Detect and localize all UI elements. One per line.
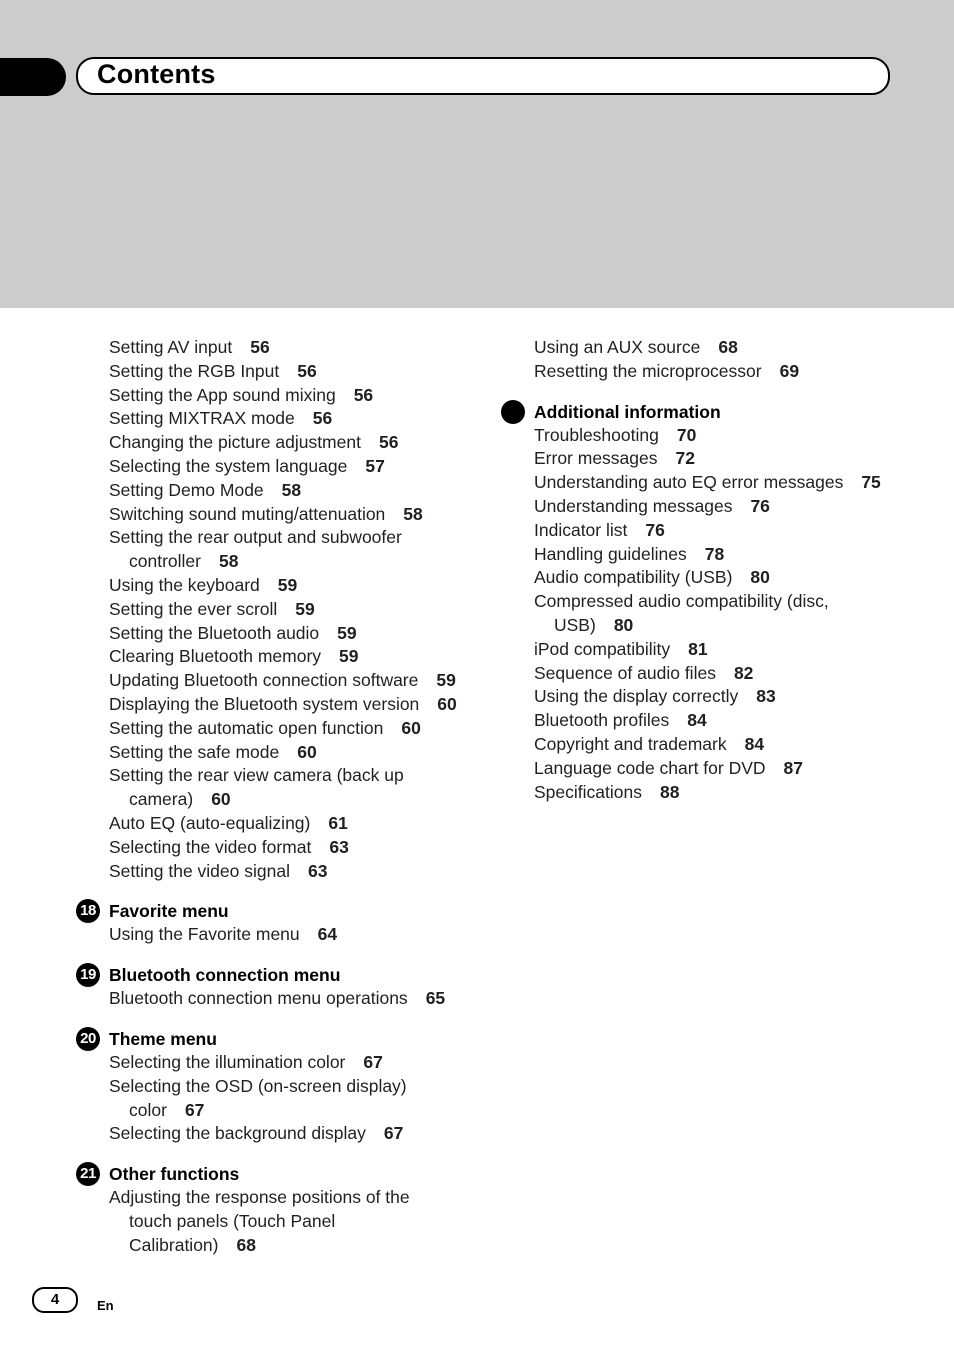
toc-entry[interactable] — [109, 741, 489, 765]
toc-entry[interactable] — [109, 598, 489, 622]
toc-entry-continuation-text: touch panels (Touch Panel — [129, 1210, 336, 1231]
toc-entry-text: Changing the picture adjustment — [109, 432, 361, 453]
toc-entry-continuation-text: USB) — [554, 614, 596, 635]
toc-entry-text: Selecting the background display — [109, 1123, 366, 1144]
toc-page-number: 68 — [718, 337, 738, 357]
toc-entry[interactable] — [534, 662, 914, 686]
toc-entry[interactable] — [109, 860, 489, 884]
right-intro-list — [534, 336, 914, 384]
toc-page-number: 61 — [328, 812, 348, 833]
toc-entry-continuation-text: controller — [129, 551, 201, 572]
toc-entry-text: Setting the video signal — [109, 860, 290, 881]
toc-entry[interactable] — [109, 503, 489, 527]
toc-entry-text: Setting the safe mode — [109, 741, 280, 762]
section-heading[interactable]: Favorite menu — [109, 901, 229, 922]
toc-page-number: 87 — [783, 757, 804, 778]
toc-page-number: 57 — [365, 455, 385, 476]
toc-entry[interactable] — [109, 431, 489, 455]
toc-section — [80, 1162, 489, 1257]
toc-entry-text: Bluetooth connection menu operations — [109, 988, 408, 1009]
toc-page-number: 78 — [704, 543, 725, 564]
toc-entry-text: Setting AV input — [109, 337, 233, 357]
toc-entry-text: Displaying the Bluetooth system version — [109, 693, 420, 714]
toc-entry-text: Audio compatibility (USB) — [534, 567, 733, 588]
toc-entry-text: Adjusting the response positions of the — [109, 1187, 410, 1208]
chapter-number-badge: 20 — [76, 1027, 100, 1051]
toc-entry-text: Copyright and trademark — [534, 733, 727, 754]
section-heading[interactable]: Bluetooth connection menu — [109, 965, 341, 986]
toc-entry-text: Setting the automatic open function — [109, 717, 384, 738]
toc-section — [80, 899, 489, 947]
toc-entry-text: Selecting the video format — [109, 836, 312, 857]
toc-page-number: 59 — [337, 622, 357, 643]
toc-section — [80, 963, 489, 1011]
toc-entry-continuation-text: camera) — [129, 789, 194, 810]
chapter-number-badge — [501, 400, 525, 424]
section-heading[interactable]: Theme menu — [109, 1028, 217, 1049]
toc-entry-continuation — [109, 1099, 489, 1123]
toc-page-number: 59 — [436, 670, 456, 691]
toc-entry[interactable] — [109, 693, 489, 717]
toc-entry-text: Troubleshooting — [534, 424, 659, 445]
toc-page-number: 70 — [676, 424, 697, 445]
toc-page-number: 81 — [688, 638, 708, 659]
toc-page-number: 56 — [378, 432, 399, 453]
toc-page-number: 63 — [307, 860, 328, 881]
toc-entry[interactable] — [109, 574, 489, 598]
toc-entry-text: Updating Bluetooth connection software — [109, 670, 419, 691]
toc-entry-text: Clearing Bluetooth memory — [109, 646, 322, 667]
language-label: En — [97, 1298, 114, 1313]
toc-page-number: 60 — [401, 717, 421, 738]
toc-entry-continuation-text: Calibration) — [129, 1234, 219, 1255]
toc-page-number: 58 — [281, 479, 302, 500]
toc-page-number: 60 — [437, 693, 457, 714]
toc-entry[interactable] — [534, 336, 914, 360]
toc-page-number: 58 — [403, 503, 423, 524]
toc-page-number: 83 — [756, 686, 776, 707]
toc-entry[interactable] — [109, 812, 489, 836]
toc-entry-text: iPod compatibility — [534, 638, 671, 659]
toc-entry-text: Error messages — [534, 448, 658, 469]
toc-entry-text: Setting the rear output and subwoofer — [109, 527, 402, 548]
chapter-tab — [0, 58, 66, 96]
toc-entry-text: Selecting the OSD (on-screen display) — [109, 1075, 407, 1096]
toc-entry-text: Indicator list — [534, 519, 628, 540]
toc-section — [80, 1027, 489, 1146]
toc-entry[interactable] — [109, 407, 489, 431]
toc-page-number: 88 — [659, 781, 680, 802]
toc-entry-continuation-text: color — [129, 1099, 167, 1120]
toc-entry[interactable] — [109, 923, 489, 947]
toc-page-number: 64 — [317, 924, 338, 945]
toc-entry[interactable] — [109, 1186, 489, 1257]
toc-page-number: 60 — [297, 741, 317, 762]
toc-entry-text: Using the keyboard — [109, 574, 260, 595]
toc-page-number: 80 — [750, 567, 770, 588]
toc-entry[interactable] — [109, 336, 489, 360]
toc-entry[interactable] — [534, 709, 914, 733]
toc-entry-text: Understanding auto EQ error messages — [534, 472, 844, 493]
toc-entry[interactable] — [534, 495, 914, 519]
page-title: Contents — [97, 59, 216, 89]
toc-entry-text: Auto EQ (auto-equalizing) — [109, 812, 311, 833]
toc-entry-text: Language code chart for DVD — [534, 757, 766, 778]
toc-entry-text: Setting the Bluetooth audio — [109, 622, 320, 643]
toc-entry-text: Setting Demo Mode — [109, 479, 264, 500]
toc-entry[interactable] — [109, 717, 489, 741]
chapter-number-badge: 18 — [76, 899, 100, 923]
toc-entry-continuation — [534, 614, 914, 638]
toc-entry-text: Compressed audio compatibility (disc, — [534, 591, 829, 612]
toc-entry-text: Sequence of audio files — [534, 662, 716, 683]
header-band — [0, 0, 954, 308]
right-sections — [534, 400, 914, 805]
toc-entry[interactable] — [109, 764, 489, 812]
toc-entry-text: Setting the ever scroll — [109, 598, 278, 619]
toc-page-number: 76 — [750, 495, 770, 516]
toc-page-number: 67 — [363, 1051, 383, 1072]
toc-entry-continuation — [109, 550, 489, 574]
toc-page-number: 72 — [675, 448, 695, 469]
toc-entry-text: Setting the rear view camera (back up — [109, 765, 404, 786]
toc-page-number: 56 — [353, 384, 374, 405]
toc-entry[interactable] — [534, 757, 914, 781]
toc-page-number: 76 — [645, 519, 665, 540]
toc-section — [534, 400, 914, 805]
toc-page-number: 63 — [329, 836, 349, 857]
toc-entry[interactable] — [534, 447, 914, 471]
toc-entry[interactable] — [109, 987, 489, 1011]
toc-page-number: 67 — [383, 1123, 404, 1144]
toc-page-number: 56 — [312, 408, 333, 429]
toc-page-number: 56 — [250, 337, 270, 357]
toc-entry-text: Selecting the illumination color — [109, 1051, 346, 1072]
toc-entry[interactable] — [534, 590, 914, 638]
toc-page-number: 75 — [861, 472, 881, 493]
toc-entry[interactable] — [534, 566, 914, 590]
toc-entry-text: Understanding messages — [534, 495, 733, 516]
toc-entry-text: Setting MIXTRAX mode — [109, 408, 295, 429]
toc-entry[interactable] — [534, 471, 914, 495]
toc-page-number: 69 — [779, 360, 800, 381]
toc-page-number: 84 — [687, 710, 707, 731]
section-heading[interactable]: Other functions — [109, 1164, 240, 1185]
toc-entry[interactable] — [109, 455, 489, 479]
toc-entry-text: Switching sound muting/attenuation — [109, 503, 386, 524]
toc-entry-text: Using the Favorite menu — [109, 924, 300, 945]
toc-entry-text: Handling guidelines — [534, 543, 687, 564]
page-number: 4 — [32, 1287, 78, 1313]
chapter-number-badge: 21 — [76, 1162, 100, 1186]
toc-entry-continuation — [109, 1234, 489, 1258]
toc-entry-continuation — [109, 1210, 489, 1234]
toc-entry[interactable] — [534, 543, 914, 567]
toc-entry-text: Using the display correctly — [534, 686, 739, 707]
left-sections — [80, 899, 489, 1257]
section-heading[interactable]: Additional information — [534, 401, 721, 422]
toc-page-number: 56 — [297, 360, 317, 381]
toc-entry[interactable] — [534, 360, 914, 384]
toc-entry[interactable] — [534, 424, 914, 448]
toc-page-number: 60 — [211, 789, 231, 810]
toc-entry-text: Setting the App sound mixing — [109, 384, 336, 405]
toc-entry[interactable] — [534, 733, 914, 757]
right-column — [534, 336, 914, 804]
toc-entry[interactable] — [109, 1051, 489, 1075]
toc-page-number: 82 — [733, 662, 754, 683]
toc-entry[interactable] — [534, 685, 914, 709]
toc-entry[interactable] — [109, 669, 489, 693]
toc-entry[interactable] — [109, 479, 489, 503]
toc-entry-text: Setting the RGB Input — [109, 360, 280, 381]
toc-entry[interactable] — [109, 836, 489, 860]
left-intro-list — [109, 336, 489, 883]
toc-entry-text: Specifications — [534, 781, 642, 802]
toc-entry-text: Selecting the system language — [109, 455, 348, 476]
toc-entry-continuation — [109, 788, 489, 812]
toc-page-number: 68 — [236, 1234, 256, 1255]
toc-page-number: 80 — [613, 614, 634, 635]
toc-entry-text: Resetting the microprocessor — [534, 360, 762, 381]
toc-entry[interactable] — [109, 526, 489, 574]
chapter-number-badge: 19 — [76, 963, 100, 987]
toc-page-number: 59 — [295, 598, 315, 619]
toc-entry[interactable] — [109, 1075, 489, 1123]
toc-page-number: 58 — [218, 551, 239, 572]
toc-page-number: 59 — [339, 646, 359, 667]
toc-entry[interactable] — [534, 638, 914, 662]
toc-entry-text: Using an AUX source — [534, 337, 701, 357]
toc-page-number: 59 — [277, 574, 298, 595]
toc-entry[interactable] — [109, 622, 489, 646]
toc-page-number: 84 — [744, 733, 765, 754]
toc-entry[interactable] — [109, 1122, 489, 1146]
toc-entry[interactable] — [534, 519, 914, 543]
toc-entry[interactable] — [109, 360, 489, 384]
toc-entry[interactable] — [534, 781, 914, 805]
toc-page-number: 65 — [425, 988, 446, 1009]
left-column — [80, 336, 489, 1258]
toc-entry[interactable] — [109, 384, 489, 408]
toc-entry[interactable] — [109, 645, 489, 669]
toc-page-number: 67 — [184, 1099, 205, 1120]
toc-entry-text: Bluetooth profiles — [534, 710, 670, 731]
